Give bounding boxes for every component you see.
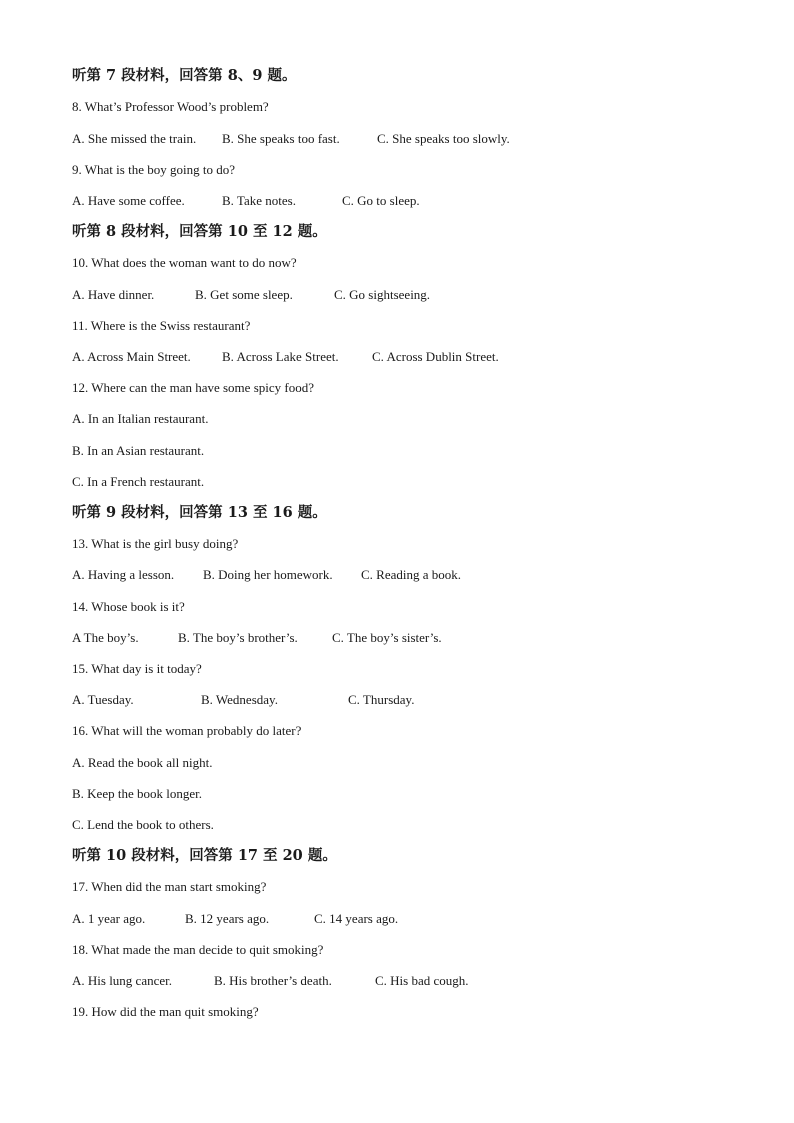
section-heading: 听第 8 段材料，回答第 10 至 12 题。 [72, 223, 327, 240]
option-c: C. Across Dublin Street. [372, 349, 499, 364]
option-a: A. 1 year ago. [72, 911, 146, 926]
option-c: C. Lend the book to others. [72, 817, 214, 832]
option-b: B. In an Asian restaurant. [72, 443, 205, 458]
option-a: A The boy’s. [72, 630, 139, 645]
question-text: 15. What day is it today? [72, 661, 202, 676]
question-text: 14. Whose book is it? [72, 599, 185, 614]
question-text: 16. What will the woman probably do later? [72, 723, 302, 738]
option-a: A. Tuesday. [72, 692, 134, 707]
option-b: B. The boy’s brother’s. [178, 630, 298, 645]
option-c: C. 14 years ago. [314, 911, 399, 926]
question-text: 10. What does the woman want to do now? [72, 255, 297, 270]
option-b: B. Take notes. [222, 193, 296, 208]
option-b: B. His brother’s death. [214, 973, 332, 988]
option-a: A. She missed the train. [72, 131, 197, 146]
question-text: 11. Where is the Swiss restaurant? [72, 318, 251, 333]
option-b: B. She speaks too fast. [222, 131, 340, 146]
option-b: B. Keep the book longer. [72, 786, 202, 801]
option-a: A. Having a lesson. [72, 567, 175, 582]
question-text: 9. What is the boy going to do? [72, 162, 235, 177]
section-heading: 听第 9 段材料，回答第 13 至 16 题。 [72, 504, 327, 521]
question-text: 19. How did the man quit smoking? [72, 1004, 259, 1019]
option-c: C. In a French restaurant. [72, 474, 205, 489]
question-text: 17. When did the man start smoking? [72, 879, 267, 894]
option-b: B. Doing her homework. [203, 567, 333, 582]
option-b: B. 12 years ago. [185, 911, 270, 926]
option-c: C. Reading a book. [361, 567, 462, 582]
option-c: C. Go to sleep. [342, 193, 420, 208]
option-a: A. Have dinner. [72, 287, 155, 302]
question-text: 13. What is the girl busy doing? [72, 536, 239, 551]
option-c: C. She speaks too slowly. [377, 131, 510, 146]
option-a: A. In an Italian restaurant. [72, 411, 209, 426]
option-c: C. Thursday. [348, 692, 415, 707]
option-c: C. The boy’s sister’s. [332, 630, 442, 645]
option-a: A. His lung cancer. [72, 973, 173, 988]
option-b: B. Get some sleep. [195, 287, 293, 302]
option-b: B. Wednesday. [201, 692, 278, 707]
option-c: C. Go sightseeing. [334, 287, 431, 302]
option-b: B. Across Lake Street. [222, 349, 339, 364]
option-a: A. Across Main Street. [72, 349, 191, 364]
question-text: 12. Where can the man have some spicy food? [72, 380, 314, 395]
question-text: 18. What made the man decide to quit smoking? [72, 942, 324, 957]
section-heading: 听第 10 段材料，回答第 17 至 20 题。 [72, 847, 337, 864]
section-heading: 听第 7 段材料，回答第 8、9 题。 [72, 67, 297, 84]
option-a: A. Have some coffee. [72, 193, 185, 208]
option-a: A. Read the book all night. [72, 755, 213, 770]
option-c: C. His bad cough. [375, 973, 469, 988]
question-text: 8. What’s Professor Wood’s problem? [72, 99, 269, 114]
